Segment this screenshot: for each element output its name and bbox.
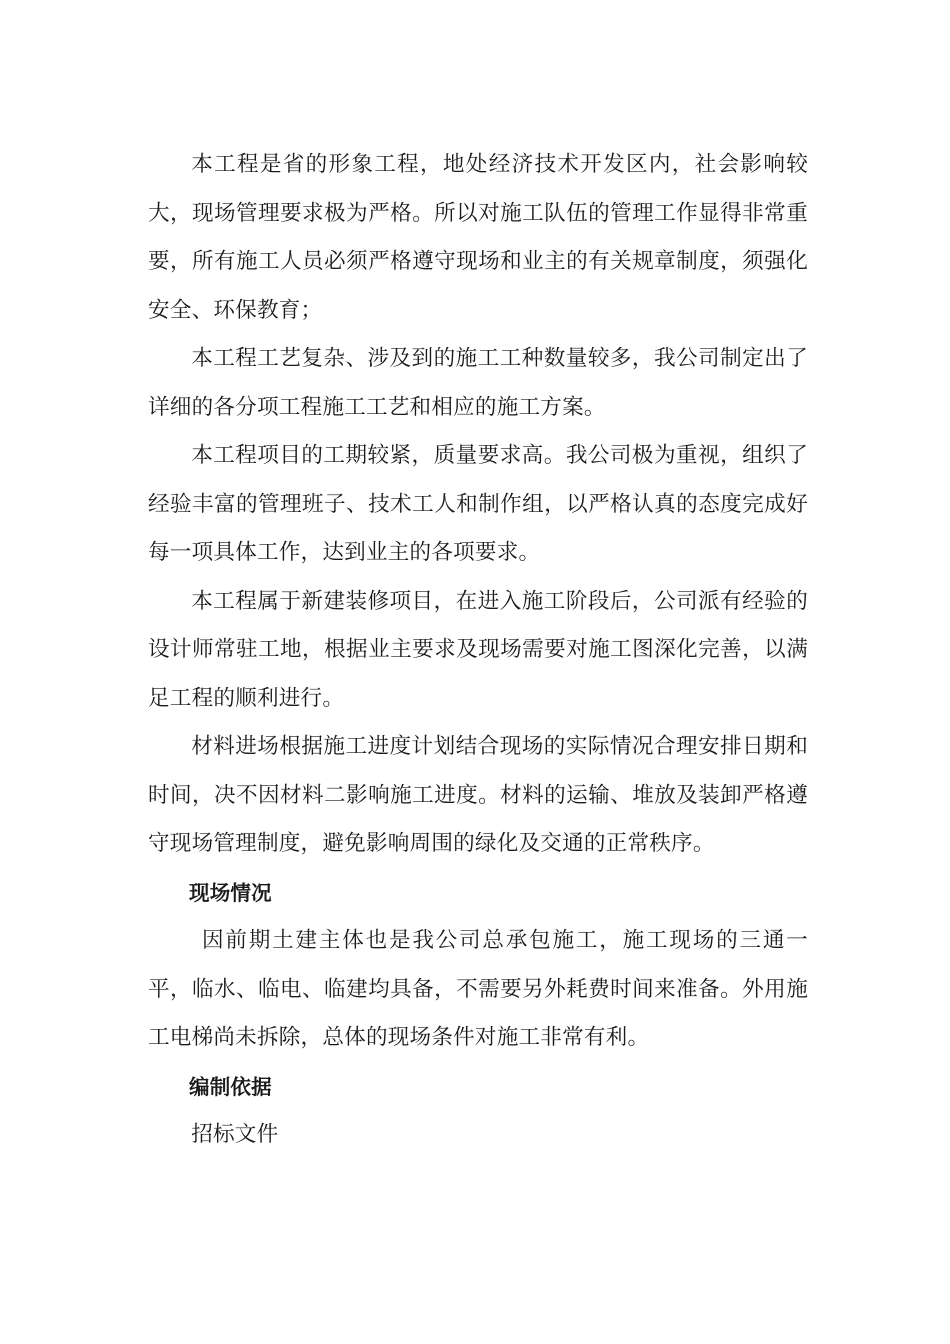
paragraph-schedule-quality: 本工程项目的工期较紧，质量要求高。我公司极为重视，组织了经验丰富的管理班子、技术工人和制作组，以严格认真的态度完成好每一项具体工作，达到业主的各项要求。 (148, 443, 808, 565)
section-heading-basis: 编制依据 (189, 1074, 272, 1099)
section-heading-site-conditions: 现场情况 (189, 880, 272, 905)
paragraph-site-conditions: 因前期土建主体也是我公司总承包施工，施工现场的三通一平，临水、临电、临建均具备，不需要另外耗费时间来准备。外用施工电梯尚未拆除，总体的现场条件对施工非常有利。 (148, 928, 808, 1050)
basis-item-tender-documents: 招标文件 (191, 1122, 279, 1147)
paragraph-complex-process: 本工程工艺复杂、涉及到的施工工种数量较多，我公司制定出了详细的各分项工程施工工艺和相应的施工方案。 (148, 346, 808, 420)
document-body (148, 141, 808, 1160)
paragraph-public-image: 本工程是省的形象工程，地处经济技术开发区内，社会影响较大，现场管理要求极为严格。所以对施工队伍的管理工作显得非常重要，所有施工人员必须严格遵守现场和业主的有关规章制度，须强化安全、环保教育； (148, 152, 808, 323)
paragraph-material-entry: 材料进场根据施工进度计划结合现场的实际情况合理安排日期和时间，决不因材料二影响施工进度。材料的运输、堆放及装卸严格遵守现场管理制度，避免影响周围的绿化及交通的正常秩序。 (148, 734, 808, 856)
paragraph-new-decoration: 本工程属于新建装修项目，在进入施工阶段后，公司派有经验的设计师常驻工地，根据业主要求及现场需要对施工图深化完善，以满足工程的顺利进行。 (148, 588, 808, 711)
